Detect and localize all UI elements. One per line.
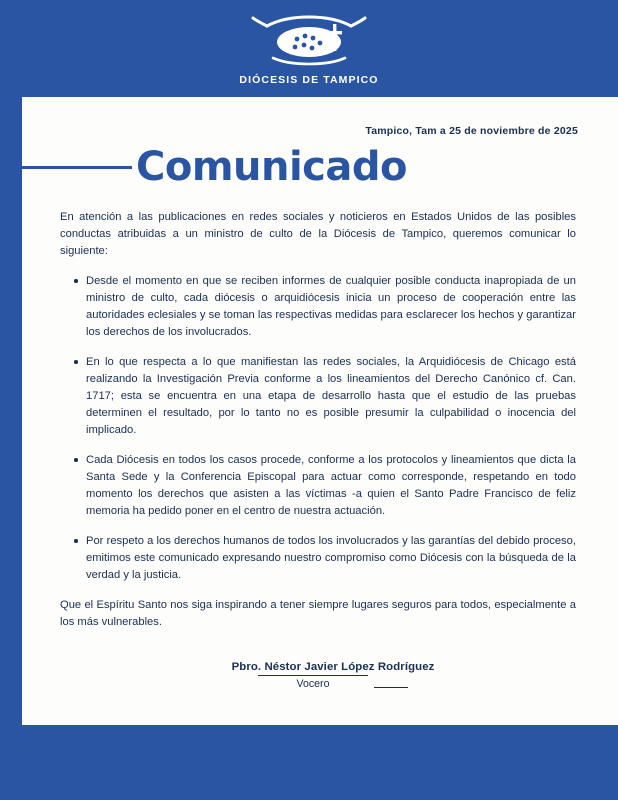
page-title: Comunicado — [136, 144, 407, 190]
diocese-name: DIÓCESIS DE TAMPICO — [239, 73, 379, 86]
body-text — [44, 209, 582, 631]
bullet-list — [60, 273, 576, 584]
signer-name: Pbro. Néstor Javier López Rodríguez — [231, 661, 435, 674]
fish-cross-emblem-icon — [249, 12, 369, 70]
signature-rule — [374, 687, 408, 688]
title-row — [22, 144, 582, 190]
list-item: En lo que respecta a lo que manifiestan las redes sociales, la Arquidiócesis de Chicago está realizando la Investigación Previa conforme a los lineamientos del Derecho Canónico cf. Can. 1717; esta se encuentra en una etapa de desarrollo hasta que el estudio de las pruebas determinen el resultado, por lo tanto no es posible presumir la culpabilidad o inocencia del implicado. — [74, 354, 576, 439]
signer-role: Vocero — [258, 675, 368, 690]
footer-bar — [0, 725, 618, 800]
diocese-logo — [239, 12, 378, 86]
closing-paragraph: Que el Espíritu Santo nos siga inspirando a tener siempre lugares seguros para todos, especialmente a los más vulnerables. — [60, 599, 576, 629]
document-header — [0, 0, 618, 97]
list-item: Desde el momento en que se reciben informes de cualquier posible conducta inapropiada de un ministro de culto, cada diócesis o arquidiócesis inicia un proceso de cooperación entre las autoridades eclesiales y se toman las respectivas medidas para esclarecer los hechos y garantizar los derechos de los involucrados. — [74, 273, 576, 341]
list-item: Por respeto a los derechos humanos de todos los involucrados y las garantías del debido proceso, emitimos este comunicado expresando nuestro compromiso como Diócesis con la búsqueda de la verdad y la justicia. — [74, 533, 576, 584]
left-accent-bar — [0, 97, 22, 725]
document-body — [22, 97, 618, 725]
date-line: Tampico, Tam a 25 de noviembre de 2025 — [365, 125, 578, 137]
title-rule — [22, 166, 132, 169]
signature-block — [44, 661, 582, 690]
signer-role-row — [84, 675, 582, 690]
intro-paragraph: En atención a las publicaciones en redes sociales y noticieros en Estados Unidos de las posibles conductas atribuidas a un ministro de culto de la Diócesis de Tampico, queremos comunicar lo siguiente: — [60, 211, 576, 258]
list-item: Cada Diócesis en todos los casos procede, conforme a los protocolos y lineamientos que dicta la Santa Sede y la Conferencia Episcopal para actuar como corresponde, respetando en todo momento los derechos que asisten a las víctimas -a quien el Santo Padre Francisco de feliz memoria ha pedido poner en el centro de nuestra actuación. — [74, 452, 576, 520]
